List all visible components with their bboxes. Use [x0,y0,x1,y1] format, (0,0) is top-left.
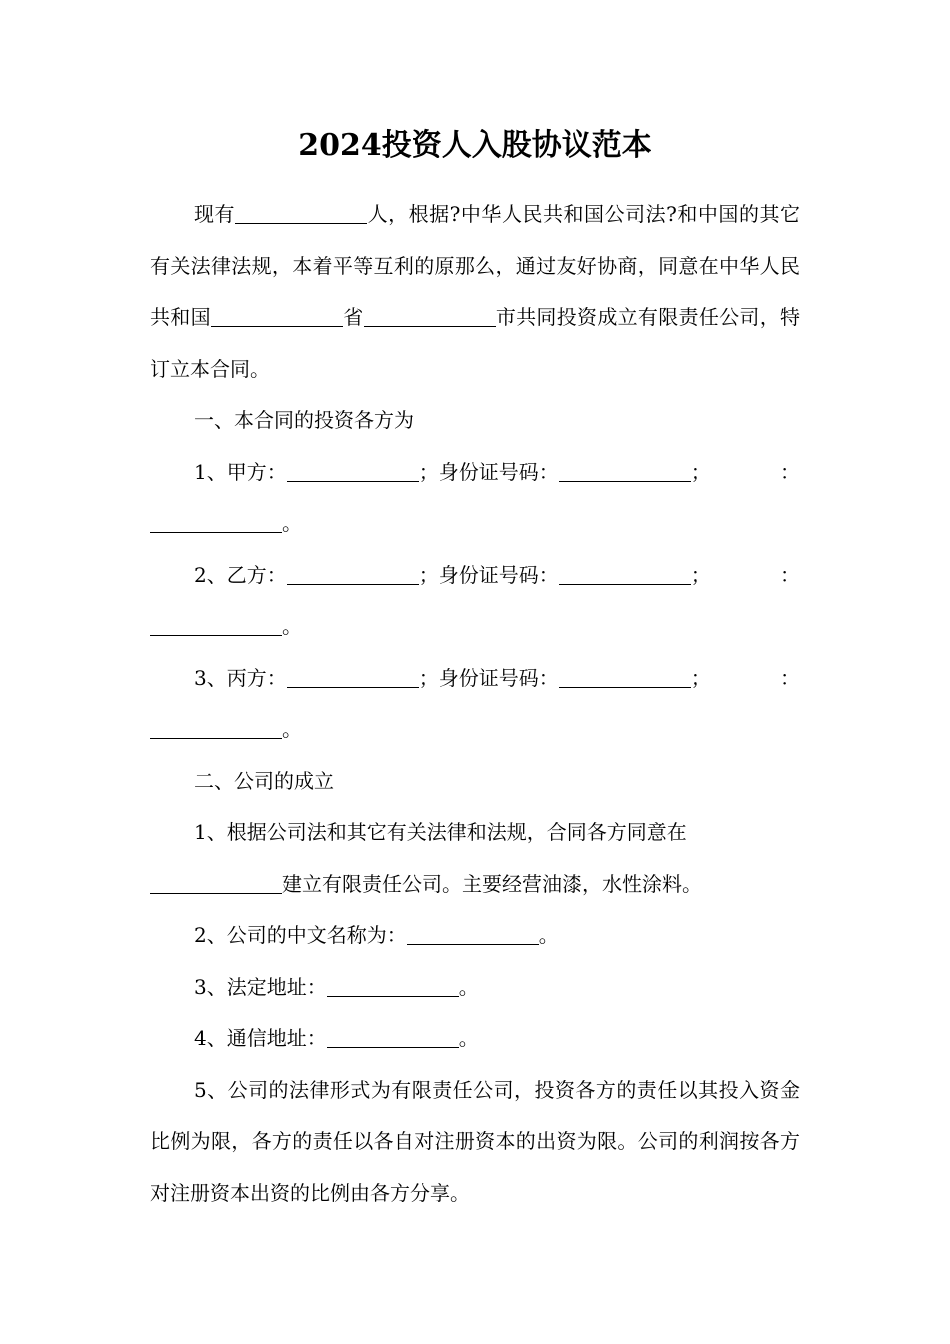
party-c [150,653,800,756]
colon: ： [780,665,800,690]
blank-investor-count[interactable] [235,203,367,224]
separator: ； [690,562,711,587]
blank-party-a-extra[interactable] [150,512,282,533]
party-a [150,447,800,550]
id-label: ；身份证号码： [418,665,559,690]
section2-item1-cont: 建立有限责任公司。主要经营油漆，水性涂料。 [150,859,800,911]
blank-mailing-address[interactable] [327,1027,459,1048]
colon: ： [780,562,800,587]
blank-party-c-name[interactable] [287,667,419,688]
section2-item1: 1、根据公司法和其它有关法律和法规，合同各方同意在 [194,820,687,844]
blank-party-b-name[interactable] [287,564,419,585]
intro-text-2: 人，根据?中华人民共和国公司法?和中国的其它有关法律法规，本着平等互利的原那么，通过友好协商，同意在中华人民共和国 [150,202,800,329]
id-label: ；身份证号码： [418,459,559,484]
blank-party-a-id[interactable] [559,461,691,482]
period: 。 [282,717,302,741]
blank-legal-address[interactable] [327,976,459,997]
section2-item2: 2、公司的中文名称为： 。 [194,923,559,947]
blank-party-b-id[interactable] [559,564,691,585]
intro-paragraph [150,189,800,395]
section2-item3: 3、法定地址： 。 [194,974,479,999]
separator: ； [690,459,711,484]
section2-item4: 4、通信地址： 。 [194,1026,479,1050]
colon: ： [780,459,800,484]
blank-party-c-id[interactable] [559,667,691,688]
document-body [150,189,800,1219]
period: 。 [282,614,302,638]
blank-city[interactable] [364,306,496,327]
blank-company-location[interactable] [150,873,282,894]
party-b [150,550,800,653]
document-title: 2024投资人入股协议范本 [298,128,652,163]
separator: ； [690,665,711,690]
party-label: 2、乙方： [194,562,287,587]
blank-party-b-extra[interactable] [150,615,282,636]
party-label: 3、丙方： [194,665,287,690]
party-label: 1、甲方： [194,459,287,484]
intro-text-3: 省 [342,305,364,329]
blank-party-a-name[interactable] [287,461,419,482]
blank-province[interactable] [211,306,343,327]
period: 。 [282,511,302,535]
section2-item5: 5、公司的法律形式为有限责任公司，投资各方的责任以其投入资金比例为限，各方的责任以各自对注册资本的出资为限。公司的利润按各方对注册资本出资的比例由各方分享。 [150,1077,800,1205]
id-label: ；身份证号码： [418,562,559,587]
section2-heading: 二、公司的成立 [194,768,334,793]
intro-text-1: 现有 [194,202,236,226]
section1-heading: 一、本合同的投资各方为 [194,408,414,432]
blank-company-name[interactable] [407,924,539,945]
intro-text-4: 市共同投资成立有限责任公司，特订立本合同。 [150,305,801,381]
blank-party-c-extra[interactable] [150,718,282,739]
